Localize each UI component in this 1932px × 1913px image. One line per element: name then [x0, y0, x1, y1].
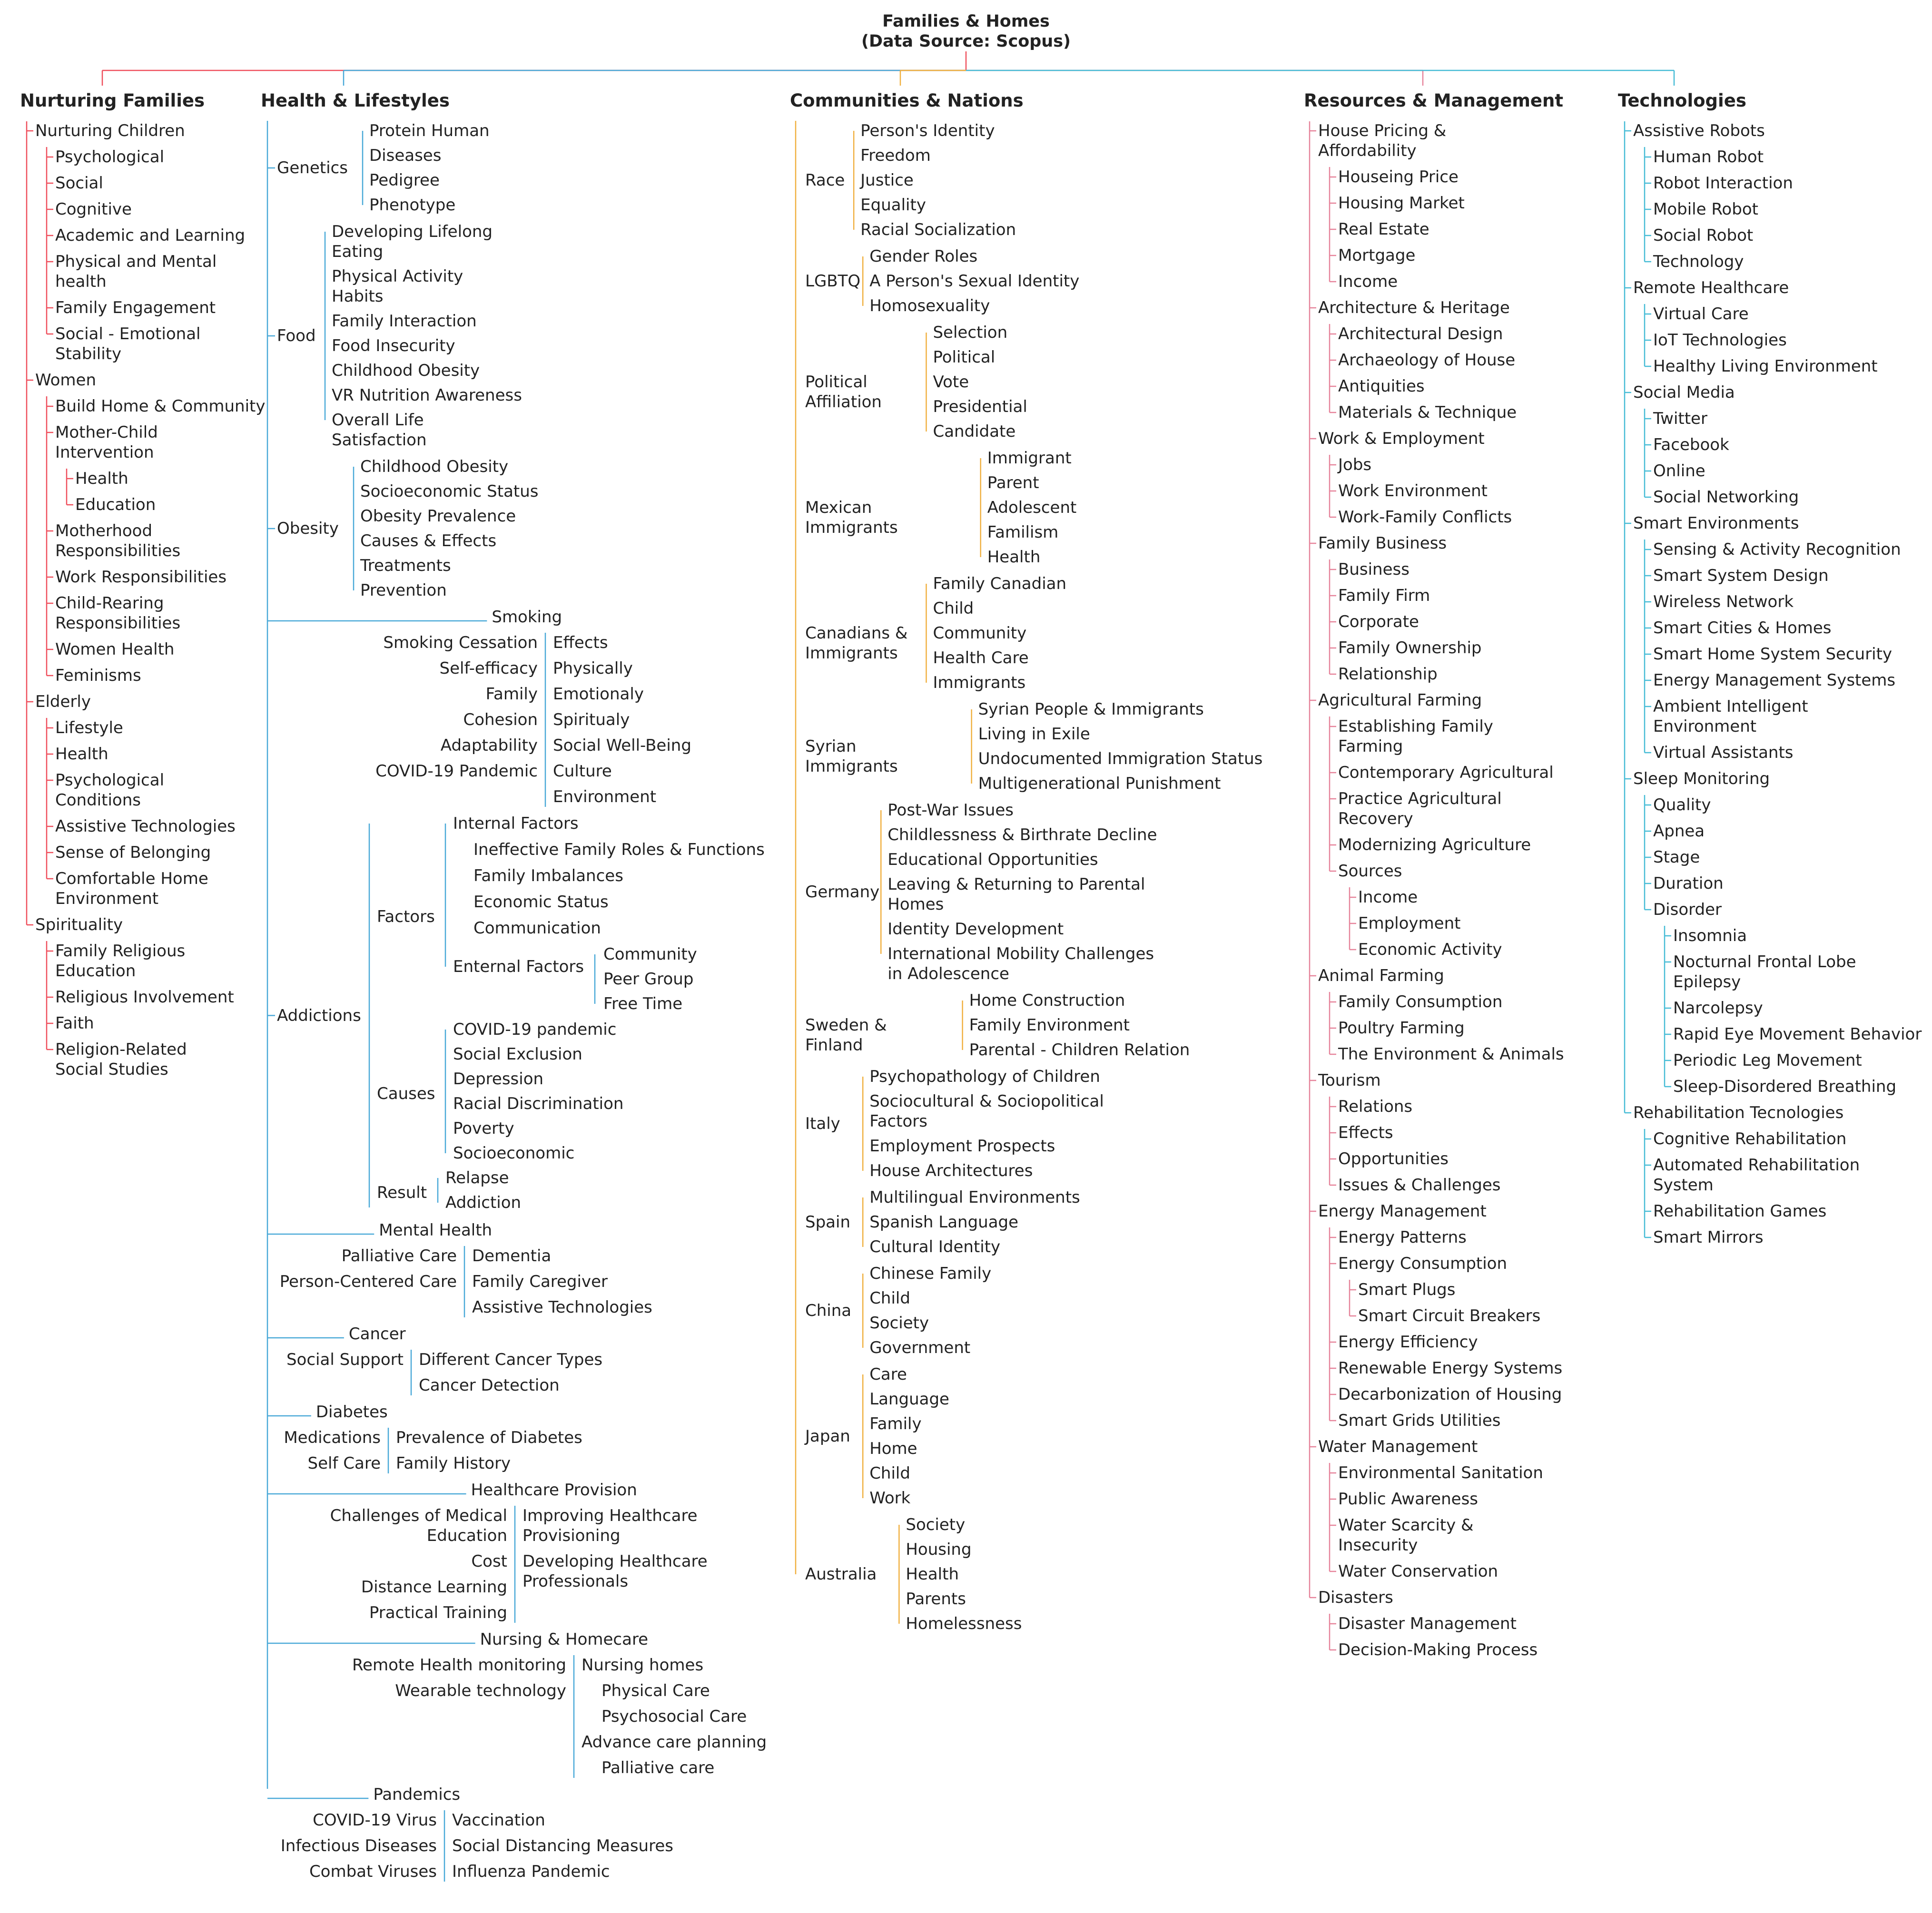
map-title [861, 11, 1071, 51]
health-physical-care: Physical Care [601, 1681, 710, 1700]
health-smoking-cessation: Smoking Cessation [383, 633, 538, 652]
resources-disaster-management: Disaster Management [1338, 1614, 1517, 1633]
health-influenza-pandemic: Influenza Pandemic [452, 1862, 610, 1881]
nurturing-social-emotional-stability: Social - Emotional Stability [55, 324, 201, 363]
communities-post-war-issues: Post-War Issues [887, 801, 1014, 820]
resources-materials-technique: Materials & Technique [1338, 403, 1517, 422]
communities-health: Health [906, 1565, 959, 1584]
health-vaccination: Vaccination [452, 1811, 545, 1830]
communities-equality: Equality [860, 196, 926, 215]
health-economic-status: Economic Status [473, 893, 609, 912]
resources-energy-consumption: Energy Consumption [1338, 1254, 1508, 1273]
communities-spanish-language: Spanish Language [869, 1213, 1019, 1232]
tech-smart-system-design: Smart System Design [1653, 566, 1829, 585]
communities-work: Work [869, 1489, 911, 1508]
nurturing-motherhood-responsibilities: Motherhood Responsibilities [55, 521, 181, 560]
health-relapse: Relapse [445, 1168, 509, 1187]
resources-family-firm: Family Firm [1338, 586, 1430, 605]
resources-economic-activity: Economic Activity [1358, 940, 1502, 959]
health-obesity-prevalence: Obesity Prevalence [360, 507, 516, 526]
resources-smart-circuit-breakers: Smart Circuit Breakers [1358, 1306, 1541, 1325]
health-pedigree: Pedigree [369, 171, 440, 190]
communities-undocumented-immigration-status: Undocumented Immigration Status [978, 749, 1263, 768]
nurturing-women: Women [35, 371, 97, 390]
nurturing-assistive-technologies: Assistive Technologies [55, 817, 236, 836]
resources-water-conservation: Water Conservation [1338, 1562, 1498, 1581]
communities-parents: Parents [906, 1589, 966, 1609]
resources-income: Income [1358, 888, 1418, 907]
category-health-lifestyles: Health & Lifestyles [261, 90, 450, 111]
nurturing-comfortable-home-environment: Comfortable Home Environment [55, 869, 208, 908]
health-addiction: Addiction [445, 1193, 522, 1212]
communities-family-canadian: Family Canadian [933, 574, 1067, 593]
health-effects: Effects [553, 633, 608, 652]
communities-parent: Parent [987, 473, 1039, 492]
category-nurturing-families: Nurturing Families [20, 90, 205, 111]
nurturing-religious-involvement: Religious Involvement [55, 988, 234, 1007]
tech-human-robot: Human Robot [1653, 147, 1764, 167]
health-phenotype: Phenotype [369, 196, 456, 215]
tech-quality: Quality [1653, 795, 1711, 814]
resources-family-ownership: Family Ownership [1338, 638, 1482, 657]
communities-person-s-identity: Person's Identity [860, 121, 995, 140]
resources-work-employment: Work & Employment [1318, 429, 1485, 448]
tech-sleep-disordered-breathing: Sleep-Disordered Breathing [1673, 1077, 1897, 1096]
nurturing-spirituality: Spirituality [35, 915, 123, 934]
communities-political: Political [933, 348, 996, 367]
health-childhood-obesity: Childhood Obesity [332, 361, 480, 380]
resources-environmental-sanitation: Environmental Sanitation [1338, 1463, 1543, 1482]
communities-government: Government [869, 1338, 971, 1357]
health-medications: Medications [284, 1428, 381, 1447]
communities-group-germany: Germany [805, 883, 880, 902]
health-adaptability: Adaptability [440, 736, 538, 755]
resources-energy-management: Energy Management [1318, 1202, 1487, 1221]
health-distance-learning: Distance Learning [361, 1578, 507, 1597]
health-group-nursing-homecare: Nursing & Homecare [480, 1630, 649, 1649]
communities-health-care: Health Care [933, 648, 1029, 667]
health-racial-discrimination: Racial Discrimination [453, 1094, 624, 1113]
tech-social-media: Social Media [1633, 383, 1735, 402]
health-combat-viruses: Combat Viruses [309, 1862, 437, 1881]
health-cohesion: Cohesion [463, 710, 538, 729]
communities-immigrants: Immigrants [933, 673, 1026, 692]
communities-health: Health [987, 548, 1041, 567]
health-developing-healthcare-professionals: Developing Healthcare Professionals [522, 1552, 708, 1591]
health-family-history: Family History [396, 1454, 511, 1473]
tech-disorder: Disorder [1653, 900, 1722, 919]
tech-cognitive-rehabilitation: Cognitive Rehabilitation [1653, 1129, 1847, 1148]
health-enternal-factors: Enternal Factors [453, 957, 584, 976]
tech-sleep-monitoring: Sleep Monitoring [1633, 769, 1770, 788]
nurturing-faith: Faith [55, 1014, 94, 1033]
resources-energy-efficiency: Energy Efficiency [1338, 1333, 1478, 1352]
resources-agricultural-farming: Agricultural Farming [1318, 691, 1482, 710]
resources-establishing-family-farming: Establishing Family Farming [1338, 717, 1493, 756]
health-ineffective-family-roles-functions: Ineffective Family Roles & Functions [473, 840, 765, 859]
health-prevention: Prevention [360, 581, 447, 600]
health-socioeconomic-status: Socioeconomic Status [360, 482, 539, 501]
communities-group-mexican-immigrants: Mexican Immigrants [805, 498, 898, 537]
health-overall-life-satisfaction: Overall Life Satisfaction [332, 411, 427, 450]
communities-group-japan: Japan [805, 1427, 850, 1446]
health-wearable-technology: Wearable technology [395, 1681, 566, 1700]
communities-society: Society [906, 1515, 966, 1534]
communities-identity-development: Identity Development [887, 920, 1064, 939]
communities-freedom: Freedom [860, 146, 931, 165]
category-communities-nations: Communities & Nations [790, 90, 1024, 111]
resources-antiquities: Antiquities [1338, 377, 1425, 396]
tech-smart-mirrors: Smart Mirrors [1653, 1228, 1764, 1247]
tech-robot-interaction: Robot Interaction [1653, 174, 1793, 193]
communities-home-construction: Home Construction [969, 991, 1125, 1010]
health-social-distancing-measures: Social Distancing Measures [452, 1836, 673, 1855]
resources-issues-challenges: Issues & Challenges [1338, 1176, 1501, 1195]
health-covid-19-pandemic: COVID-19 pandemic [453, 1020, 617, 1039]
communities-group-political-affiliation: Political Affiliation [805, 373, 882, 412]
resources-smart-grids-utilities: Smart Grids Utilities [1338, 1411, 1501, 1430]
nurturing-elderly: Elderly [35, 692, 91, 711]
tech-facebook: Facebook [1653, 435, 1729, 454]
health-childhood-obesity: Childhood Obesity [360, 457, 509, 476]
tech-remote-healthcare: Remote Healthcare [1633, 278, 1789, 297]
communities-presidential: Presidential [933, 397, 1027, 416]
category-technologies: Technologies [1618, 90, 1746, 111]
health-social-support: Social Support [286, 1350, 404, 1369]
nurturing-family-engagement: Family Engagement [55, 298, 216, 317]
nurturing-feminisms: Feminisms [55, 666, 141, 685]
health-group-result: Result [377, 1183, 427, 1202]
nurturing-education: Education [75, 495, 156, 514]
health-community: Community [603, 945, 697, 964]
communities-group-italy: Italy [805, 1114, 840, 1133]
health-practical-training: Practical Training [369, 1603, 507, 1622]
resources-poultry-farming: Poultry Farming [1338, 1019, 1465, 1038]
health-communication: Communication [473, 919, 601, 938]
communities-living-in-exile: Living in Exile [978, 725, 1090, 744]
nurturing-physical-and-mental-health: Physical and Mental health [55, 252, 217, 291]
health-vr-nutrition-awareness: VR Nutrition Awareness [332, 386, 522, 405]
resources-architectural-design: Architectural Design [1338, 324, 1503, 343]
health-peer-group: Peer Group [603, 970, 694, 989]
tech-rapid-eye-movement-behavior: Rapid Eye Movement Behavior [1673, 1025, 1922, 1044]
resources-work-family-conflicts: Work-Family Conflicts [1338, 508, 1512, 527]
tech-technology: Technology [1653, 252, 1744, 271]
nurturing-social: Social [55, 174, 103, 193]
resources-smart-plugs: Smart Plugs [1358, 1280, 1456, 1299]
health-protein-human: Protein Human [369, 121, 490, 140]
tech-sensing-activity-recognition: Sensing & Activity Recognition [1653, 540, 1901, 559]
communities-home: Home [869, 1439, 917, 1458]
tech-nocturnal-frontal-lobe-epilepsy: Nocturnal Frontal Lobe Epilepsy [1673, 952, 1856, 991]
communities-family: Family [869, 1414, 922, 1433]
map-title-line2: (Data Source: Scopus) [861, 32, 1071, 51]
tech-rehabilitation-tecnologies: Rehabilitation Tecnologies [1633, 1103, 1844, 1122]
tech-iot-technologies: IoT Technologies [1653, 331, 1787, 350]
resources-archaeology-of-house: Archaeology of House [1338, 351, 1516, 370]
health-group-pandemics: Pandemics [373, 1785, 461, 1804]
health-assistive-technologies: Assistive Technologies [472, 1298, 652, 1317]
communities-gender-roles: Gender Roles [869, 247, 978, 266]
health-improving-healthcare-provisioning: Improving Healthcare Provisioning [522, 1506, 698, 1545]
nurturing-women-health: Women Health [55, 640, 175, 659]
nurturing-health: Health [75, 469, 128, 488]
health-nursing-homes: Nursing homes [582, 1656, 704, 1675]
health-emotionaly: Emotionaly [553, 685, 644, 704]
tech-insomnia: Insomnia [1673, 926, 1747, 945]
communities-multigenerational-punishment: Multigenerational Punishment [978, 774, 1221, 793]
tech-assistive-robots: Assistive Robots [1633, 121, 1765, 140]
communities-group-lgbtq: LGBTQ [805, 272, 861, 291]
health-dementia: Dementia [472, 1246, 552, 1266]
communities-international-mobility-challenges-in-adolescence: International Mobility Challenges in Adolescence [887, 944, 1154, 983]
communities-selection: Selection [933, 323, 1008, 342]
resources-work-environment: Work Environment [1338, 481, 1488, 500]
communities-group-spain: Spain [805, 1213, 850, 1232]
health-different-cancer-types: Different Cancer Types [419, 1350, 603, 1369]
health-physical-activity-habits: Physical Activity Habits [332, 267, 463, 306]
tech-duration: Duration [1653, 874, 1724, 893]
communities-psychopathology-of-children: Psychopathology of Children [869, 1067, 1100, 1086]
resources-disasters: Disasters [1318, 1588, 1393, 1607]
resources-practice-agricultural-recovery: Practice Agricultural Recovery [1338, 789, 1502, 828]
nurturing-religion-related-social-studies: Religion-Related Social Studies [55, 1040, 187, 1079]
health-group-food: Food [277, 326, 316, 345]
communities-child: Child [933, 599, 974, 618]
health-self-efficacy: Self-efficacy [439, 659, 538, 678]
health-family: Family [485, 685, 538, 704]
tech-virtual-care: Virtual Care [1653, 304, 1749, 324]
communities-multilingual-environments: Multilingual Environments [869, 1188, 1080, 1207]
tech-wireless-network: Wireless Network [1653, 592, 1794, 611]
health-developing-lifelong-eating: Developing Lifelong Eating [332, 222, 493, 261]
health-cost: Cost [471, 1552, 507, 1571]
resources-houseing-price: Houseing Price [1338, 167, 1459, 186]
communities-leaving-returning-to-parental-homes: Leaving & Returning to Parental Homes [887, 875, 1145, 914]
communities-group-australia: Australia [805, 1565, 877, 1584]
resources-sources: Sources [1338, 862, 1402, 881]
communities-housing: Housing [906, 1540, 972, 1559]
resources-water-management: Water Management [1318, 1437, 1478, 1456]
resources-opportunities: Opportunities [1338, 1149, 1449, 1168]
tech-periodic-leg-movement: Periodic Leg Movement [1673, 1051, 1862, 1070]
communities-familism: Familism [987, 523, 1059, 542]
tech-smart-home-system-security: Smart Home System Security [1653, 645, 1893, 664]
resources-decision-making-process: Decision-Making Process [1338, 1640, 1538, 1659]
health-group-factors: Factors [377, 907, 435, 926]
resources-family-business: Family Business [1318, 534, 1447, 553]
tech-ambient-intelligent-environment: Ambient Intelligent Environment [1653, 697, 1808, 736]
health-free-time: Free Time [603, 994, 683, 1013]
health-group-causes: Causes [377, 1084, 435, 1103]
nurturing-academic-and-learning: Academic and Learning [55, 226, 246, 245]
health-causes-effects: Causes & Effects [360, 531, 497, 550]
resources-jobs: Jobs [1338, 455, 1372, 474]
resources-relations: Relations [1338, 1097, 1413, 1116]
health-cancer-detection: Cancer Detection [419, 1376, 560, 1395]
resources-animal-farming: Animal Farming [1318, 966, 1444, 985]
tech-virtual-assistants: Virtual Assistants [1653, 743, 1794, 762]
communities-adolescent: Adolescent [987, 498, 1077, 517]
nurturing-psychological: Psychological [55, 147, 165, 167]
health-social-exclusion: Social Exclusion [453, 1045, 582, 1064]
tech-social-robot: Social Robot [1653, 226, 1754, 245]
resources-business: Business [1338, 560, 1410, 579]
health-advance-care-planning: Advance care planning [582, 1733, 767, 1752]
health-environment: Environment [553, 787, 657, 806]
health-palliative-care: Palliative Care [341, 1246, 457, 1266]
health-group-cancer: Cancer [348, 1324, 406, 1344]
health-social-well-being: Social Well-Being [553, 736, 691, 755]
health-covid-19-virus: COVID-19 Virus [313, 1811, 437, 1830]
tech-stage: Stage [1653, 848, 1700, 867]
resources-contemporary-agricultural: Contemporary Agricultural [1338, 763, 1554, 782]
communities-language: Language [869, 1390, 949, 1409]
health-psychosocial-care: Psychosocial Care [601, 1707, 747, 1726]
communities-group-syrian-immigrants: Syrian Immigrants [805, 737, 898, 776]
health-group-addictions: Addictions [277, 1006, 361, 1025]
communities-a-person-s-sexual-identity: A Person's Sexual Identity [869, 272, 1080, 291]
communities-care: Care [869, 1365, 907, 1384]
communities-cultural-identity: Cultural Identity [869, 1237, 1001, 1256]
communities-employment-prospects: Employment Prospects [869, 1137, 1055, 1156]
resources-water-scarcity-insecurity: Water Scarcity & Insecurity [1338, 1516, 1474, 1555]
health-infectious-diseases: Infectious Diseases [280, 1836, 437, 1855]
health-depression: Depression [453, 1069, 544, 1089]
communities-society: Society [869, 1314, 929, 1333]
resources-decarbonization-of-housing: Decarbonization of Housing [1338, 1385, 1562, 1404]
health-family-caregiver: Family Caregiver [472, 1272, 608, 1291]
communities-racial-socialization: Racial Socialization [860, 220, 1016, 239]
communities-chinese-family: Chinese Family [869, 1264, 992, 1283]
nurturing-work-responsibilities: Work Responsibilities [55, 568, 227, 587]
resources-public-awareness: Public Awareness [1338, 1490, 1478, 1509]
health-spiritualy: Spiritualy [553, 710, 630, 729]
health-group-obesity: Obesity [277, 519, 339, 538]
health-remote-health-monitoring: Remote Health monitoring [352, 1656, 566, 1675]
tech-automated-rehabilitation-system: Automated Rehabilitation System [1653, 1156, 1860, 1195]
nurturing-child-rearing-responsibilities: Child-Rearing Responsibilities [55, 594, 181, 633]
communities-educational-opportunities: Educational Opportunities [887, 850, 1098, 869]
communities-group-sweden-finland: Sweden & Finland [805, 1016, 887, 1055]
tech-smart-cities-homes: Smart Cities & Homes [1653, 618, 1832, 638]
resources-relationship: Relationship [1338, 665, 1438, 684]
resources-employment: Employment [1358, 914, 1461, 933]
communities-candidate: Candidate [933, 422, 1016, 441]
communities-homelessness: Homelessness [906, 1614, 1022, 1633]
category-resources-management: Resources & Management [1304, 90, 1564, 111]
resources-corporate: Corporate [1338, 612, 1419, 631]
communities-homosexuality: Homosexuality [869, 296, 990, 315]
tech-energy-management-systems: Energy Management Systems [1653, 671, 1896, 690]
health-diseases: Diseases [369, 146, 442, 165]
health-covid-19-pandemic: COVID-19 Pandemic [375, 762, 538, 781]
communities-justice: Justice [860, 171, 914, 190]
health-palliative-care: Palliative care [601, 1758, 715, 1777]
health-poverty: Poverty [453, 1119, 514, 1138]
nurturing-sense-of-belonging: Sense of Belonging [55, 843, 211, 862]
resources-energy-patterns: Energy Patterns [1338, 1228, 1467, 1247]
resources-tourism: Tourism [1318, 1071, 1381, 1090]
tech-apnea: Apnea [1653, 822, 1705, 841]
tech-online: Online [1653, 461, 1705, 481]
resources-income: Income [1338, 272, 1398, 291]
communities-syrian-people-immigrants: Syrian People & Immigrants [978, 700, 1204, 719]
resources-real-estate: Real Estate [1338, 220, 1429, 239]
communities-sociocultural-sociopolitical-factors: Sociocultural & Sociopolitical Factors [869, 1092, 1104, 1131]
health-group-healthcare-provision: Healthcare Provision [471, 1481, 637, 1500]
health-treatments: Treatments [360, 556, 451, 575]
health-prevalence-of-diabetes: Prevalence of Diabetes [396, 1428, 582, 1447]
health-challenges-of-medical-education: Challenges of Medical Education [330, 1506, 507, 1545]
health-self-care: Self Care [307, 1454, 381, 1473]
nurturing-cognitive: Cognitive [55, 200, 132, 219]
tech-rehabilitation-games: Rehabilitation Games [1653, 1202, 1827, 1221]
map-title-line1: Families & Homes [882, 12, 1050, 31]
communities-child: Child [869, 1464, 910, 1483]
health-physically: Physically [553, 659, 633, 678]
health-food-insecurity: Food Insecurity [332, 336, 455, 355]
health-family-interaction: Family Interaction [332, 312, 477, 331]
health-group-smoking: Smoking [492, 608, 562, 627]
resources-modernizing-agriculture: Modernizing Agriculture [1338, 835, 1531, 854]
resources-mortgage: Mortgage [1338, 246, 1416, 265]
tech-narcolepsy: Narcolepsy [1673, 999, 1763, 1018]
tech-smart-environments: Smart Environments [1633, 514, 1799, 533]
health-group-diabetes: Diabetes [315, 1403, 388, 1422]
health-family-imbalances: Family Imbalances [473, 866, 623, 885]
health-socioeconomic: Socioeconomic [453, 1144, 575, 1163]
communities-vote: Vote [933, 373, 969, 392]
nurturing-psychological-conditions: Psychological Conditions [55, 771, 165, 810]
health-internal-factors: Internal Factors [453, 814, 579, 833]
health-group-genetics: Genetics [277, 158, 348, 177]
resources-renewable-energy-systems: Renewable Energy Systems [1338, 1359, 1563, 1378]
tech-twitter: Twitter [1653, 409, 1707, 428]
nurturing-mother-child-intervention: Mother-Child Intervention [55, 423, 158, 462]
resources-the-environment-animals: The Environment & Animals [1338, 1045, 1564, 1064]
tech-social-networking: Social Networking [1653, 488, 1799, 507]
communities-group-race: Race [805, 171, 845, 190]
nurturing-family-religious-education: Family Religious Education [55, 942, 186, 981]
resources-housing-market: Housing Market [1338, 194, 1465, 213]
communities-child: Child [869, 1289, 910, 1308]
health-culture: Culture [553, 762, 612, 781]
communities-group-china: China [805, 1301, 852, 1320]
tech-healthy-living-environment: Healthy Living Environment [1653, 357, 1878, 376]
communities-family-environment: Family Environment [969, 1016, 1130, 1035]
nurturing-build-home-community: Build Home & Community [55, 397, 266, 416]
resources-family-consumption: Family Consumption [1338, 992, 1503, 1011]
resources-house-pricing-affordability: House Pricing & Affordability [1318, 121, 1447, 160]
resources-effects: Effects [1338, 1123, 1393, 1142]
communities-parental-children-relation: Parental - Children Relation [969, 1040, 1190, 1060]
health-person-centered-care: Person-Centered Care [279, 1272, 457, 1291]
communities-house-architectures: House Architectures [869, 1161, 1033, 1180]
nurturing-lifestyle: Lifestyle [55, 718, 123, 737]
health-group-mental-health: Mental Health [379, 1221, 493, 1240]
communities-childlessness-birthrate-decline: Childlessness & Birthrate Decline [887, 825, 1157, 844]
communities-community: Community [933, 624, 1027, 643]
tech-mobile-robot: Mobile Robot [1653, 200, 1758, 219]
communities-group-canadians-immigrants: Canadians & Immigrants [805, 624, 908, 663]
nurturing-health: Health [55, 745, 108, 764]
nurturing-nurturing-children: Nurturing Children [35, 121, 185, 140]
communities-immigrant: Immigrant [987, 449, 1072, 468]
resources-architecture-heritage: Architecture & Heritage [1318, 298, 1510, 317]
